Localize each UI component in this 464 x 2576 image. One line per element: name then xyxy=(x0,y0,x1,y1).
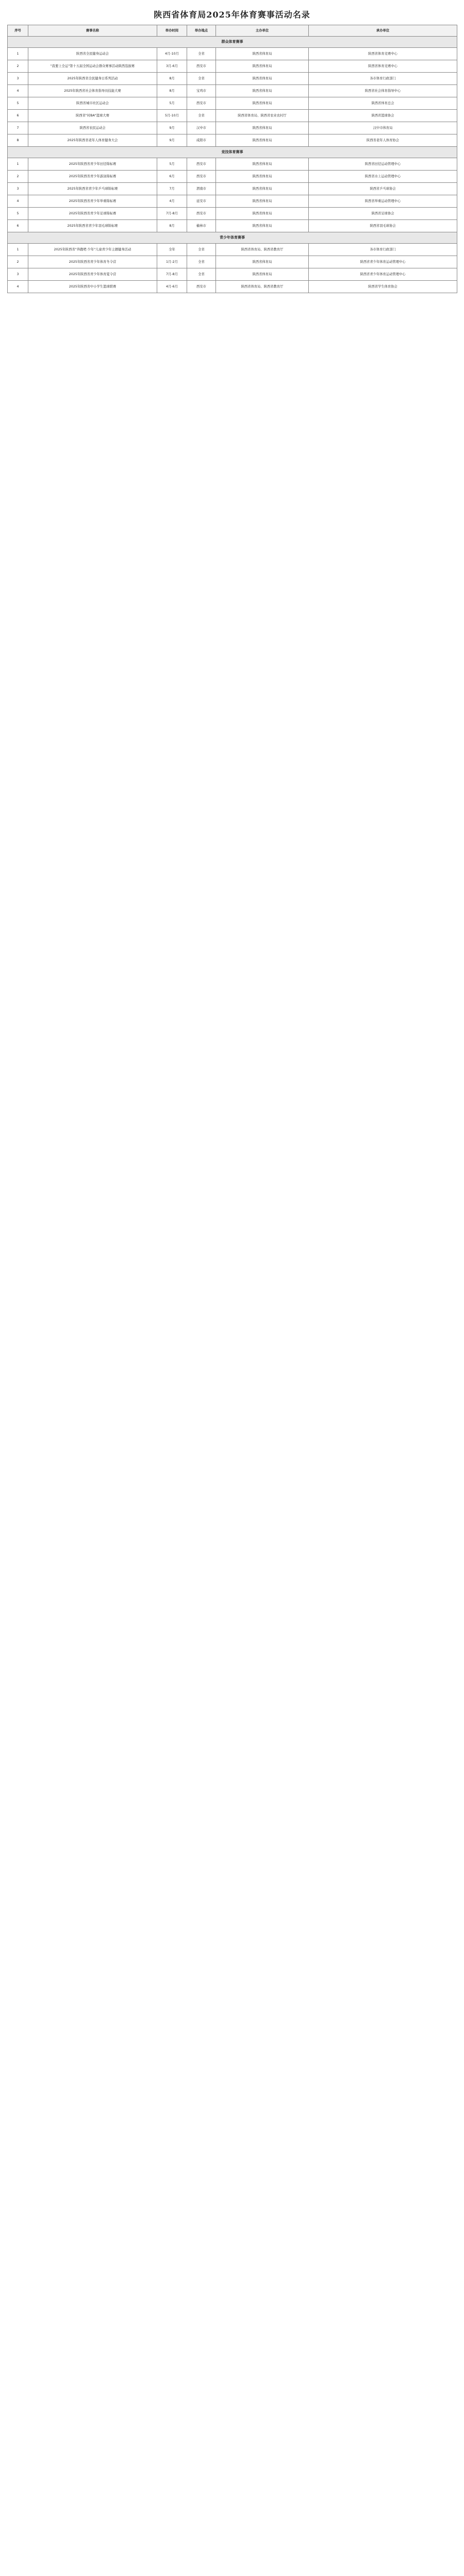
header-event-name: 赛事名称 xyxy=(28,25,157,37)
cell-organizer: 陕西省体育局、陕西省教育厅 xyxy=(216,244,309,256)
cell-event-name: 2025年陕西省青少年田径锦标赛 xyxy=(28,158,157,171)
table-row xyxy=(8,208,457,220)
cell-location: 渭南市 xyxy=(187,183,216,195)
cell-event-name: 2025年陕西省中小学生篮球联赛 xyxy=(28,281,157,293)
cell-index: 3 xyxy=(8,73,28,85)
cell-time: 7月-8月 xyxy=(157,268,187,281)
cell-event-name: 2025年陕西省青少年游泳锦标赛 xyxy=(28,171,157,183)
cell-location: 全省 xyxy=(187,110,216,122)
cell-organizer: 陕西省体育局 xyxy=(216,268,309,281)
cell-event-name: 2025年陕西省青少年体育冬令营 xyxy=(28,256,157,268)
cell-index: 1 xyxy=(8,48,28,60)
cell-organizer: 陕西省体育局 xyxy=(216,195,309,208)
cell-time: 4月-10月 xyxy=(157,48,187,60)
cell-time: 9月 xyxy=(157,122,187,134)
cell-index: 8 xyxy=(8,134,28,147)
cell-time: 1月-2月 xyxy=(157,256,187,268)
cell-event-name: 陕西省城市社区运动会 xyxy=(28,97,157,110)
cell-index: 2 xyxy=(8,60,28,73)
cell-host: 陕西省水上运动管理中心 xyxy=(309,171,457,183)
cell-host: 陕西省篮球协会 xyxy=(309,110,457,122)
cell-host: 陕西省足球协会 xyxy=(309,208,457,220)
cell-organizer: 陕西省体育局 xyxy=(216,122,309,134)
cell-time: 5月-10月 xyxy=(157,110,187,122)
cell-host: 陕西省田径运动管理中心 xyxy=(309,158,457,171)
cell-host: 陕西省羽毛球协会 xyxy=(309,220,457,232)
cell-location: 延安市 xyxy=(187,195,216,208)
table-row xyxy=(8,97,457,110)
cell-event-name: 陕西省"村BA"篮球大赛 xyxy=(28,110,157,122)
cell-location: 西安市 xyxy=(187,208,216,220)
cell-event-name: 2025年陕西省社会体育指导员技能大赛 xyxy=(28,85,157,97)
cell-organizer: 陕西省体育局 xyxy=(216,208,309,220)
cell-location: 西安市 xyxy=(187,281,216,293)
cell-event-name: 陕西省全民健身运动会 xyxy=(28,48,157,60)
cell-event-name: 陕西省农民运动会 xyxy=(28,122,157,134)
cell-time: 8月 xyxy=(157,220,187,232)
cell-index: 4 xyxy=(8,281,28,293)
section-header xyxy=(8,147,457,158)
cell-event-name: 2025年陕西省"奔跑吧·少年"儿童青少年主题健身活动 xyxy=(28,244,157,256)
table-row xyxy=(8,110,457,122)
cell-index: 4 xyxy=(8,85,28,97)
cell-location: 全省 xyxy=(187,73,216,85)
cell-index: 7 xyxy=(8,122,28,134)
cell-time: 8月 xyxy=(157,73,187,85)
cell-organizer: 陕西省体育局 xyxy=(216,183,309,195)
cell-index: 2 xyxy=(8,256,28,268)
cell-event-name: 2025年陕西省青少年举重锦标赛 xyxy=(28,195,157,208)
cell-time: 5月 xyxy=(157,97,187,110)
cell-host: 陕西省体育总会 xyxy=(309,97,457,110)
table-row xyxy=(8,73,457,85)
header-host: 承办单位 xyxy=(309,25,457,37)
cell-event-name: 2025年陕西省全民健身日系列活动 xyxy=(28,73,157,85)
cell-time: 8月 xyxy=(157,85,187,97)
table-row xyxy=(8,220,457,232)
events-table xyxy=(7,25,457,293)
cell-host: 陕西省学生体育协会 xyxy=(309,281,457,293)
cell-event-name: 2025年陕西省青少年羽毛球锦标赛 xyxy=(28,220,157,232)
cell-host: 陕西省体育竞赛中心 xyxy=(309,48,457,60)
cell-location: 西安市 xyxy=(187,158,216,171)
table-row xyxy=(8,195,457,208)
cell-time: 7月-8月 xyxy=(157,208,187,220)
table-row xyxy=(8,85,457,97)
table-row xyxy=(8,60,457,73)
cell-host: 陕西省老年人体育协会 xyxy=(309,134,457,147)
cell-organizer: 陕西省体育局 xyxy=(216,48,309,60)
cell-location: 咸阳市 xyxy=(187,134,216,147)
table-row xyxy=(8,158,457,171)
cell-location: 全省 xyxy=(187,256,216,268)
header-index: 序号 xyxy=(8,25,28,37)
cell-index: 3 xyxy=(8,183,28,195)
cell-location: 榆林市 xyxy=(187,220,216,232)
cell-organizer: 陕西省体育局 xyxy=(216,256,309,268)
cell-index: 1 xyxy=(8,158,28,171)
table-row xyxy=(8,183,457,195)
cell-organizer: 陕西省体育局 xyxy=(216,171,309,183)
cell-event-name: 2025年陕西省老年人体育健身大会 xyxy=(28,134,157,147)
section-title: 群众体育赛事 xyxy=(8,37,457,48)
cell-time: 3月-6月 xyxy=(157,60,187,73)
cell-location: 全省 xyxy=(187,48,216,60)
cell-location: 西安市 xyxy=(187,171,216,183)
cell-host: 陕西省体育竞赛中心 xyxy=(309,60,457,73)
cell-index: 5 xyxy=(8,208,28,220)
table-row xyxy=(8,268,457,281)
table-row xyxy=(8,134,457,147)
cell-location: 西安市 xyxy=(187,97,216,110)
cell-time: 4月 xyxy=(157,195,187,208)
section-title: 青少年体育赛事 xyxy=(8,232,457,244)
header-location: 举办地点 xyxy=(187,25,216,37)
cell-index: 3 xyxy=(8,268,28,281)
cell-time: 6月 xyxy=(157,171,187,183)
section-header xyxy=(8,232,457,244)
table-row xyxy=(8,171,457,183)
section-title: 竞技体育赛事 xyxy=(8,147,457,158)
table-header-row xyxy=(8,25,457,37)
cell-organizer: 陕西省体育局 xyxy=(216,73,309,85)
cell-time: 9月 xyxy=(157,134,187,147)
cell-index: 6 xyxy=(8,220,28,232)
cell-host: 汉中市体育局 xyxy=(309,122,457,134)
cell-index: 1 xyxy=(8,244,28,256)
cell-organizer: 陕西省体育局 xyxy=(216,85,309,97)
cell-index: 4 xyxy=(8,195,28,208)
table-row xyxy=(8,256,457,268)
cell-host: 各市体育行政部门 xyxy=(309,73,457,85)
cell-organizer: 陕西省体育局 xyxy=(216,134,309,147)
page-title: 陕西省体育局2025年体育赛事活动名录 xyxy=(154,10,310,20)
cell-location: 全省 xyxy=(187,244,216,256)
cell-organizer: 陕西省体育局、陕西省教育厅 xyxy=(216,281,309,293)
cell-host: 陕西省举重运动管理中心 xyxy=(309,195,457,208)
cell-organizer: 陕西省体育局 xyxy=(216,158,309,171)
header-organizer: 主办单位 xyxy=(216,25,309,37)
cell-event-name: 2025年陕西省青少年体育夏令营 xyxy=(28,268,157,281)
section-header xyxy=(8,37,457,48)
cell-host: 各市体育行政部门 xyxy=(309,244,457,256)
cell-event-name: "我要上全运"第十五届全国运动会群众赛事活动陕西选拔赛 xyxy=(28,60,157,73)
cell-event-name: 2025年陕西省青少年足球锦标赛 xyxy=(28,208,157,220)
cell-location: 西安市 xyxy=(187,60,216,73)
cell-location: 全省 xyxy=(187,268,216,281)
cell-host: 陕西省青少年体育运动管理中心 xyxy=(309,256,457,268)
cell-location: 汉中市 xyxy=(187,122,216,134)
cell-index: 6 xyxy=(8,110,28,122)
cell-host: 陕西省青少年体育运动管理中心 xyxy=(309,268,457,281)
cell-event-name: 2025年陕西省青少年乒乓球锦标赛 xyxy=(28,183,157,195)
cell-time: 5月 xyxy=(157,158,187,171)
table-row xyxy=(8,122,457,134)
cell-host: 陕西省社会体育指导中心 xyxy=(309,85,457,97)
cell-time: 7月 xyxy=(157,183,187,195)
header-time: 举办时间 xyxy=(157,25,187,37)
table-row xyxy=(8,48,457,60)
cell-organizer: 陕西省体育局 xyxy=(216,97,309,110)
cell-time: 4月-6月 xyxy=(157,281,187,293)
table-row xyxy=(8,244,457,256)
cell-location: 宝鸡市 xyxy=(187,85,216,97)
cell-organizer: 陕西省体育局 xyxy=(216,220,309,232)
cell-host: 陕西省乒乓球协会 xyxy=(309,183,457,195)
cell-organizer: 陕西省体育局 xyxy=(216,60,309,73)
cell-organizer: 陕西省体育局、陕西省农业农村厅 xyxy=(216,110,309,122)
cell-index: 2 xyxy=(8,171,28,183)
cell-time: 全年 xyxy=(157,244,187,256)
table-row xyxy=(8,281,457,293)
cell-index: 5 xyxy=(8,97,28,110)
